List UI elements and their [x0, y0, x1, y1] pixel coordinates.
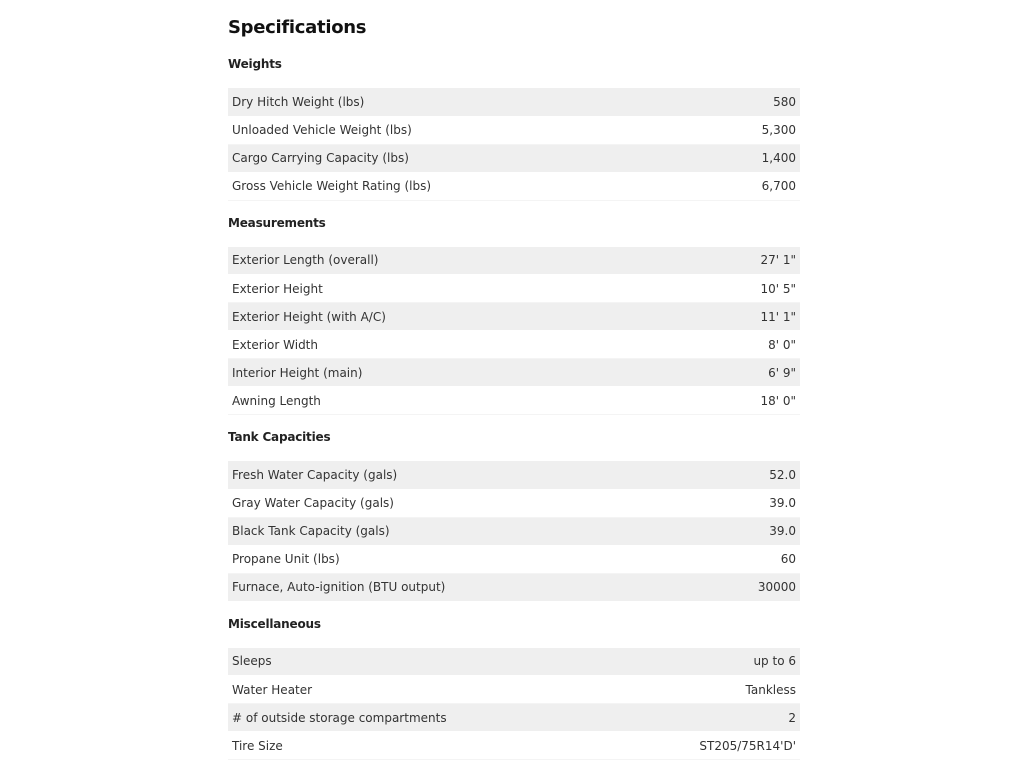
table-row [228, 331, 800, 359]
tank-capacities-table [228, 461, 800, 602]
spec-label: Exterior Height [228, 275, 679, 303]
spec-value: up to 6 [617, 648, 800, 676]
spec-label: Water Heater [228, 676, 617, 704]
spec-label: Propane Unit (lbs) [228, 545, 701, 573]
spec-label: Unloaded Vehicle Weight (lbs) [228, 116, 703, 144]
section-weights [228, 56, 800, 201]
section-title-measurements: Measurements [228, 215, 326, 230]
table-row [228, 704, 800, 732]
spec-label: Cargo Carrying Capacity (lbs) [228, 144, 703, 172]
spec-label: Awning Length [228, 387, 679, 415]
spec-label: Black Tank Capacity (gals) [228, 517, 701, 545]
specifications-panel [228, 0, 800, 760]
spec-value: 580 [703, 88, 800, 116]
spec-label: # of outside storage compartments [228, 704, 617, 732]
table-row [228, 303, 800, 331]
table-row [228, 172, 800, 200]
spec-value: 6' 9" [679, 359, 800, 387]
spec-label: Furnace, Auto-ignition (BTU output) [228, 573, 701, 601]
spec-value: 1,400 [703, 144, 800, 172]
weights-table [228, 88, 800, 201]
section-measurements [228, 215, 800, 416]
spec-label: Exterior Width [228, 331, 679, 359]
spec-label: Fresh Water Capacity (gals) [228, 461, 701, 489]
spec-label: Sleeps [228, 648, 617, 676]
spec-value: 10' 5" [679, 275, 800, 303]
table-row [228, 489, 800, 517]
section-miscellaneous [228, 616, 800, 761]
spec-value: 52.0 [701, 461, 800, 489]
table-row [228, 275, 800, 303]
spec-value: 11' 1" [679, 303, 800, 331]
table-row [228, 573, 800, 601]
table-row [228, 732, 800, 760]
table-row [228, 676, 800, 704]
section-tank-capacities [228, 429, 800, 602]
spec-value: 27' 1" [679, 247, 800, 275]
page-title: Specifications [228, 17, 367, 38]
section-title-weights: Weights [228, 57, 282, 71]
section-title-tank-capacities: Tank Capacities [228, 430, 331, 444]
spec-value: 60 [701, 545, 800, 573]
spec-label: Interior Height (main) [228, 359, 679, 387]
spec-label: Gray Water Capacity (gals) [228, 489, 701, 517]
spec-value: 18' 0" [679, 387, 800, 415]
spec-value: ST205/75R14'D' [617, 732, 800, 760]
table-row [228, 461, 800, 489]
spec-value: 5,300 [703, 116, 800, 144]
spec-label: Gross Vehicle Weight Rating (lbs) [228, 172, 703, 200]
spec-value: Tankless [617, 676, 800, 704]
measurements-table [228, 247, 800, 416]
spec-value: 2 [617, 704, 800, 732]
table-row [228, 387, 800, 415]
spec-value: 30000 [701, 573, 800, 601]
table-row [228, 517, 800, 545]
table-row [228, 144, 800, 172]
table-row [228, 359, 800, 387]
spec-value: 6,700 [703, 172, 800, 200]
section-title-miscellaneous: Miscellaneous [228, 616, 321, 631]
spec-label: Tire Size [228, 732, 617, 760]
table-row [228, 545, 800, 573]
table-row [228, 88, 800, 116]
miscellaneous-table [228, 648, 800, 761]
spec-value: 8' 0" [679, 331, 800, 359]
table-row [228, 247, 800, 275]
spec-value: 39.0 [701, 517, 800, 545]
table-row [228, 116, 800, 144]
table-row [228, 648, 800, 676]
spec-label: Exterior Length (overall) [228, 247, 679, 275]
spec-value: 39.0 [701, 489, 800, 517]
spec-label: Exterior Height (with A/C) [228, 303, 679, 331]
spec-label: Dry Hitch Weight (lbs) [228, 88, 703, 116]
